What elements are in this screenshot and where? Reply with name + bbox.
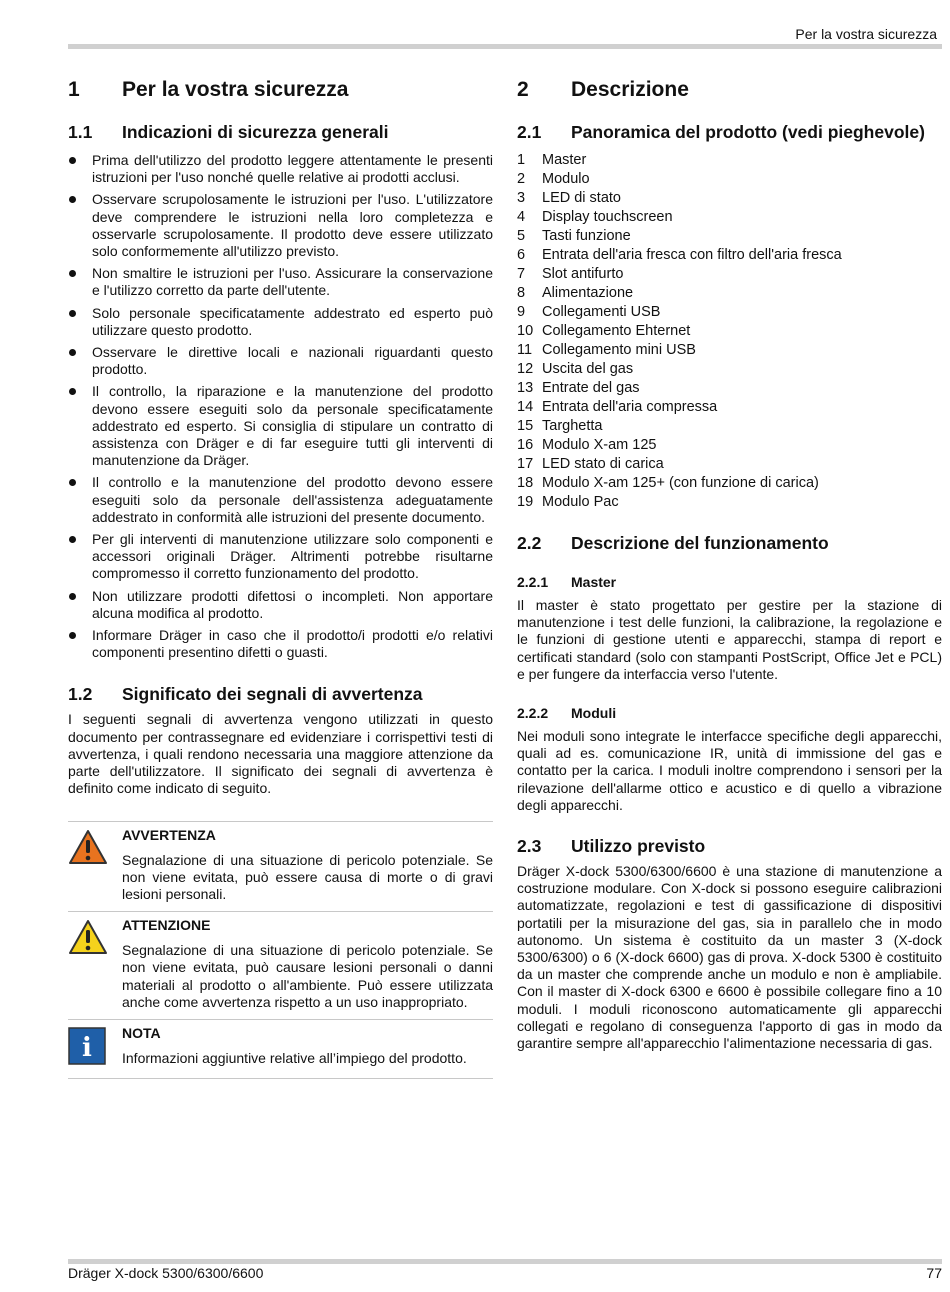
part-label: Modulo X-am 125+ (con funzione di carica)	[542, 475, 819, 491]
bullet-dot-icon	[69, 388, 76, 395]
part-number: 5	[517, 228, 526, 244]
list-item-text: Il controllo e la manutenzione del prodotto devono essere eseguiti solo da personale dell'assistenza adeguatamente addestrato in conformità alle istruzioni del presente documento.	[92, 474, 493, 525]
part-label: Entrata dell'aria compressa	[542, 399, 718, 415]
bullet-dot-icon	[69, 632, 76, 639]
list-item	[68, 588, 493, 622]
section-2-2-heading	[517, 532, 942, 554]
part-label: Modulo	[542, 171, 590, 187]
page-number: 77	[926, 1265, 942, 1281]
section-2-2-2-heading	[517, 704, 942, 722]
list-item-text: Osservare scrupolosamente le istruzioni per l'uso. L'utilizzatore deve comprendere le istruzioni nella loro completezza e osservarle scrupolosamente. Il prodotto deve essere utilizzato solo conformemente all'utilizzo previsto.	[92, 191, 493, 260]
section-title: Utilizzo previsto	[571, 836, 706, 857]
list-item	[517, 303, 942, 322]
part-number: 13	[517, 380, 534, 396]
list-item-text: Per gli interventi di manutenzione utilizzare solo componenti e accessori originali Dräger. Altrimenti potrebbe risultarne compromesso il corretto funzionamento del prodotto.	[92, 531, 493, 582]
section-number: 1.2	[68, 684, 93, 705]
section-number: 1.1	[68, 122, 93, 142]
list-item-text: Il controllo, la riparazione e la manutenzione del prodotto devono essere eseguiti solo da personale specificatamente addestrato ed esperto. Si consiglia di stipulare un contratto di assistenza con Dräger e di far eseguire tutti gli interventi di manutenzione da Dräger.	[92, 383, 493, 469]
warning-text: Informazioni aggiuntive relative all’impiego del prodotto.	[122, 1049, 467, 1066]
section-number: 2.1	[517, 122, 542, 142]
part-label: Master	[542, 152, 587, 168]
part-label: LED di stato	[542, 190, 621, 206]
section-title: Per la vostra sicurezza	[122, 78, 349, 101]
product-parts-list	[517, 151, 942, 512]
list-item	[517, 246, 942, 265]
section-number: 2.3	[517, 836, 542, 857]
bullet-dot-icon	[69, 196, 76, 203]
section-title: Descrizione del funzionamento	[571, 533, 829, 553]
part-number: 11	[517, 342, 533, 358]
part-number: 15	[517, 418, 534, 434]
part-number: 10	[517, 323, 534, 339]
list-item	[68, 191, 493, 260]
part-label: Uscita del gas	[542, 361, 634, 377]
list-item	[517, 322, 942, 341]
part-number: 4	[517, 209, 526, 225]
section-number: 2	[517, 78, 529, 101]
part-label: Slot antifurto	[542, 266, 624, 282]
list-item	[68, 627, 493, 661]
part-label: Tasti funzione	[542, 228, 631, 244]
list-item	[517, 455, 942, 474]
section-number: 2.2.1	[517, 574, 549, 590]
master-description: Il master è stato progettato per gestire per la stazione di manutenzione i test delle funzioni, la calibrazione, la regolazione e le funzioni di gestione utenti e apparecchi, stampa di report e certificati standard (solo con stampanti PostScript, Office Jet e PCL) e per fungere da interfaccia verso l'utente.	[517, 597, 942, 682]
list-item	[517, 436, 942, 455]
warning-box-attenzione	[68, 911, 493, 1019]
section-2-heading	[517, 76, 942, 104]
list-item	[68, 531, 493, 583]
section-number: 2.2.2	[517, 705, 549, 722]
section-2-2-1-heading	[517, 573, 942, 591]
section-1-2-heading	[68, 683, 493, 705]
warning-signals-table	[68, 821, 493, 1079]
bullet-dot-icon	[69, 536, 76, 543]
intended-use-paragraph: Dräger X-dock 5300/6300/6600 è una stazione di manutenzione a costruzione modulare. Con X-dock si possono eseguire calibrazioni automatizzate, regolazioni e test di gassificazione di dispositivi portatili per la misurazione del gas, sia in parallelo che in modo autonomo. Un sistema è costituito da un master 3 (X-dock 5300/6300) o 6 (X-dock 6600) gas di prova. X-dock 5300 è costituito da un master che comprende anche un modulo e non è ampliabile. Con il master di X-dock 6300 e 6600 è possibile collegare fino a 10 moduli. I moduli riconoscono automaticamente gli apparecchi collegati e regolano di conseguenza l'apporto di gas in modo da garantire sempre all'apparecchio l'alimentazione necessaria di gas.	[517, 863, 942, 1052]
part-label: Alimentazione	[542, 285, 634, 301]
part-number: 18	[517, 475, 534, 491]
bullet-dot-icon	[69, 593, 76, 600]
list-item	[517, 341, 942, 360]
info-square-blue-icon	[68, 1025, 122, 1070]
section-title: Master	[571, 574, 617, 590]
section-title: Moduli	[571, 705, 617, 722]
warning-box-nota	[68, 1019, 493, 1079]
part-label: Entrata dell'aria fresca con filtro dell'aria fresca	[542, 247, 842, 263]
part-number: 2	[517, 171, 526, 187]
section-1-1-heading	[68, 121, 493, 143]
list-item	[517, 379, 942, 398]
part-number: 6	[517, 247, 526, 263]
warning-box-avvertenza	[68, 821, 493, 912]
list-item	[517, 227, 942, 246]
warning-text: Segnalazione di una situazione di pericolo potenziale. Se non viene evitata, può causare lesioni personali o danni materiali al prodotto o all'ambiente. Può essere utilizzata anche come avvertenza rispetto a un uso inappropriato.	[122, 942, 493, 1010]
bullet-dot-icon	[69, 157, 76, 164]
list-item	[517, 474, 942, 493]
list-item	[517, 284, 942, 303]
header-rule	[68, 44, 942, 49]
section-title: Indicazioni di sicurezza generali	[122, 122, 389, 142]
part-number: 16	[517, 437, 534, 453]
list-item	[517, 189, 942, 208]
part-number: 7	[517, 266, 526, 282]
warning-triangle-orange-icon	[68, 827, 122, 904]
part-number: 8	[517, 285, 526, 301]
part-label: Collegamento Ehternet	[542, 323, 691, 339]
part-label: Modulo Pac	[542, 494, 619, 510]
list-item	[517, 398, 942, 417]
part-number: 14	[517, 399, 534, 415]
list-item	[517, 360, 942, 379]
list-item-text: Non utilizzare prodotti difettosi o incompleti. Non apportare alcuna modifica al prodotto.	[92, 587, 493, 621]
list-item	[68, 383, 493, 469]
section-number: 1	[68, 78, 80, 101]
section-title: Significato dei segnali di avvertenza	[122, 684, 423, 705]
footer-product-name: Dräger X-dock 5300/6300/6600	[68, 1265, 264, 1281]
part-number: 1	[517, 152, 526, 168]
part-label: Targhetta	[542, 418, 603, 434]
warning-text: Segnalazione di una situazione di pericolo potenziale. Se non viene evitata, può essere causa di morte o di gravi lesioni personali.	[122, 851, 493, 902]
list-item	[517, 170, 942, 189]
list-item	[517, 265, 942, 284]
right-column	[517, 76, 942, 1052]
bullet-dot-icon	[69, 349, 76, 356]
warning-title: AVVERTENZA	[122, 826, 216, 843]
list-item	[517, 208, 942, 227]
part-label: Collegamento mini USB	[542, 342, 696, 358]
modules-description: Nei moduli sono integrate le interfacce specifiche degli apparecchi, quali ad es. comunicazione IR, unità di immissione del gas e contatto per la carica. I moduli inoltre comprendono i sensori per la rilevazione dell'allarme ottico e acustico e di quello a vibrazione degli apparecchi.	[517, 728, 942, 813]
list-item-text: Solo personale specificatamente addestrato ed esperto può utilizzare questo prodotto.	[92, 304, 493, 338]
part-number: 3	[517, 190, 526, 206]
part-label: LED stato di carica	[542, 456, 664, 472]
list-item	[517, 417, 942, 436]
section-title: Panoramica del prodotto (vedi pieghevole)	[571, 122, 925, 142]
part-label: Collegamenti USB	[542, 304, 661, 320]
list-item-text: Osservare le direttive locali e nazionali riguardanti questo prodotto.	[92, 344, 493, 378]
list-item-text: Prima dell'utilizzo del prodotto leggere attentamente le presenti istruzioni per l'uso nonché quelle relative ai prodotti acclusi.	[92, 152, 493, 186]
list-item	[68, 305, 493, 339]
list-item-text: Non smaltire le istruzioni per l'uso. Assicurare la conservazione e l'utilizzo corretto da parte dell'utente.	[92, 265, 493, 299]
part-label: Entrate del gas	[542, 380, 640, 396]
section-1-heading	[68, 76, 493, 104]
section-title: Descrizione	[571, 78, 689, 101]
bullet-dot-icon	[69, 270, 76, 277]
running-header: Per la vostra sicurezza	[795, 26, 937, 42]
part-label: Display touchscreen	[542, 209, 673, 225]
bullet-dot-icon	[69, 310, 76, 317]
list-item	[68, 152, 493, 186]
list-item	[68, 474, 493, 526]
warning-title: ATTENZIONE	[122, 917, 211, 934]
section-2-1-heading	[517, 121, 942, 143]
section-number: 2.2	[517, 533, 542, 553]
bullet-dot-icon	[69, 479, 76, 486]
part-label: Modulo X-am 125	[542, 437, 657, 453]
list-item	[68, 344, 493, 378]
list-item	[517, 493, 942, 512]
part-number: 19	[517, 494, 534, 510]
list-item	[68, 265, 493, 299]
footer-rule	[68, 1259, 942, 1264]
warning-triangle-yellow-icon	[68, 917, 122, 1011]
left-column	[68, 76, 493, 1079]
safety-bullet-list	[68, 152, 493, 661]
part-number: 9	[517, 304, 526, 320]
list-item-text: Informare Dräger in caso che il prodotto/i prodotti e/o relativi componenti presentino difetti o guasti.	[92, 627, 493, 661]
warning-signals-paragraph: I seguenti segnali di avvertenza vengono utilizzati in questo documento per contrassegnare ed evidenziare i corrispettivi testi di avvertenza, i quali rendono necessaria una maggiore attenzione da parte dell'utilizzatore. Il significato dei segnali di avvertenza è definito come indicato di seguito.	[68, 711, 493, 797]
list-item	[517, 151, 942, 170]
part-number: 12	[517, 361, 534, 377]
svg-text:i: i	[82, 1032, 92, 1063]
part-number: 17	[517, 456, 534, 472]
warning-title: NOTA	[122, 1024, 161, 1041]
section-2-3-heading	[517, 835, 942, 857]
